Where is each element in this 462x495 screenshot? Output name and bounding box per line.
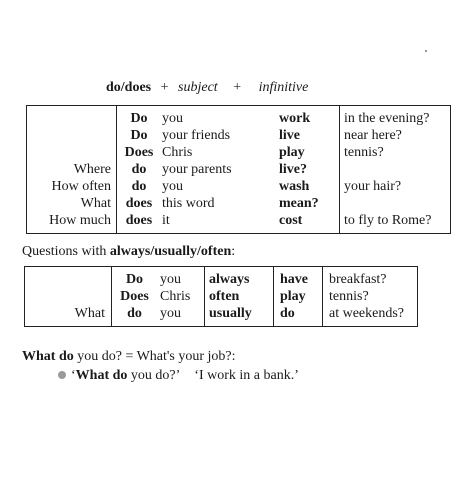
subject-column: [157, 267, 205, 327]
verb: play: [279, 145, 305, 160]
verb: live?: [279, 162, 307, 177]
subject: your parents: [162, 162, 232, 177]
wh-word: How often: [51, 179, 111, 194]
subject: your friends: [162, 128, 231, 143]
subject: this word: [162, 196, 215, 211]
auxiliary: do: [131, 162, 147, 177]
wh-word-column: [25, 267, 112, 327]
auxiliary: Does: [124, 145, 154, 160]
auxiliary: Do: [125, 272, 144, 287]
verb: mean?: [279, 196, 319, 211]
aux-subject-column: [117, 106, 278, 234]
verb: work: [279, 111, 311, 126]
aux-column: [112, 267, 158, 327]
wh-word: Where: [73, 162, 111, 177]
wh-word: How much: [49, 213, 111, 228]
subject: you: [160, 272, 181, 287]
auxiliary: Do: [130, 111, 148, 126]
auxiliary: does: [125, 196, 153, 211]
example-question-bold: What do: [75, 368, 128, 383]
example-question-rest: you do?’: [127, 368, 181, 383]
rest-of-question: tennis?: [344, 145, 384, 160]
rest-of-question: tennis?: [329, 289, 369, 304]
what-do-bold: What do: [22, 349, 74, 364]
adverb: often: [209, 289, 240, 304]
rest-of-question: your hair?: [344, 179, 402, 194]
adverb-column: [205, 267, 274, 327]
wh-word: [27, 110, 111, 127]
rest-column: [323, 267, 418, 327]
adverbs-heading: [22, 244, 235, 260]
adverbs-table: [24, 266, 418, 327]
example-quote-open: ‘: [71, 368, 76, 383]
rest-column: [340, 106, 451, 234]
subject: it: [162, 213, 170, 228]
subject: Chris: [162, 145, 193, 160]
rest-of-question: in the evening?: [344, 111, 430, 126]
verb: do: [280, 306, 295, 321]
adverb: always: [209, 272, 250, 287]
rest-of-question: [344, 161, 448, 178]
rest-of-question: [344, 195, 448, 212]
verb: cost: [279, 213, 303, 228]
bullet-dot-icon: [58, 371, 66, 379]
wh-word-column: [27, 106, 117, 234]
wh-word: [25, 288, 105, 305]
example-answer: ‘I work in a bank.’: [194, 368, 299, 383]
rest-of-question: to fly to Rome?: [344, 213, 432, 228]
auxiliary: do: [127, 306, 142, 321]
verb-column: [274, 267, 323, 327]
formula-subject: subject: [178, 80, 218, 95]
formula-infinitive: infinitive: [258, 80, 309, 95]
wh-word: [27, 144, 111, 161]
formula-plus-1: +: [160, 80, 169, 95]
adverbs-heading-suffix: :: [231, 244, 236, 259]
example-line: [58, 368, 299, 384]
adverbs-heading-prefix: Questions with: [22, 244, 110, 259]
auxiliary: does: [125, 213, 153, 228]
auxiliary: Does: [120, 289, 149, 304]
rest-of-question: near here?: [344, 128, 402, 143]
wh-word: [25, 271, 105, 288]
subject: you: [160, 306, 181, 321]
rest-of-question: breakfast?: [329, 272, 387, 287]
verb: live: [279, 128, 300, 143]
verb: have: [280, 272, 308, 287]
wh-word: [27, 127, 111, 144]
do-does-table: [26, 105, 451, 234]
verb: play: [280, 289, 306, 304]
subject: you: [162, 179, 183, 194]
subject: Chris: [160, 289, 191, 304]
verb: wash: [279, 179, 310, 194]
rest-of-question: at weekends?: [329, 306, 405, 321]
auxiliary: Do: [130, 128, 148, 143]
verb-column: [277, 106, 340, 234]
what-do-normal: you do? = What's your job?:: [73, 349, 236, 364]
wh-word: What: [80, 196, 111, 211]
adverb: usually: [209, 306, 252, 321]
what-do-you-do-line: [22, 349, 236, 365]
formula-header: [106, 80, 308, 96]
scan-speck: [425, 50, 427, 52]
auxiliary: do: [131, 179, 147, 194]
wh-word: What: [74, 306, 105, 321]
adverbs-heading-words: always/usually/often: [109, 244, 232, 259]
formula-plus-2: +: [233, 80, 242, 95]
formula-do-does: do/does: [106, 80, 152, 95]
subject: you: [162, 111, 183, 126]
